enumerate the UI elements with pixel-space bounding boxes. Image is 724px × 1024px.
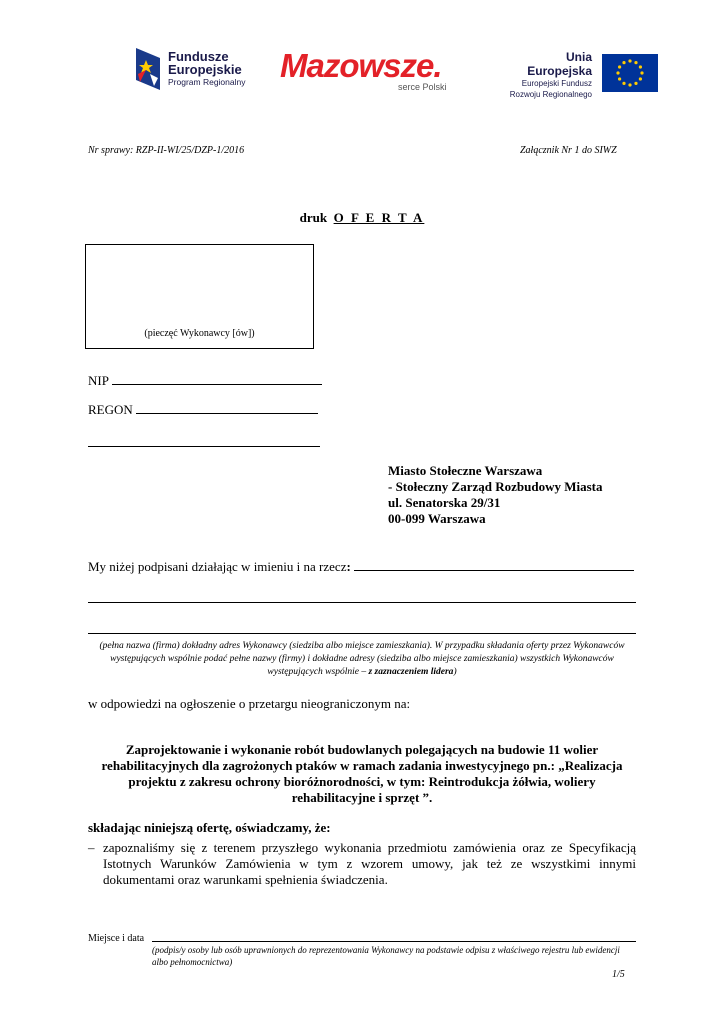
contractor-line-2[interactable] — [88, 633, 636, 634]
nip-input-line[interactable] — [112, 374, 322, 385]
fe-text-block — [168, 50, 245, 88]
on-behalf-row: My niżej podpisani działając w imieniu i na rzecz: — [88, 559, 634, 575]
case-number: Nr sprawy: RZP-II-WI/25/DZP-1/2016 — [88, 145, 245, 156]
stamp-box — [85, 244, 314, 349]
page-number: 1/5 — [612, 969, 625, 980]
title-prefix: druk — [299, 210, 328, 225]
contractor-note — [88, 640, 636, 679]
fe-line2: Europejskie — [168, 62, 242, 77]
note-emphasis: z zaznaczeniem lidera — [368, 667, 454, 677]
nip-label: NIP — [88, 373, 109, 388]
logo-fundusze-europejskie — [132, 46, 262, 94]
logo-mazowsze — [280, 46, 470, 96]
ue-text-block — [498, 50, 592, 100]
extra-input-line[interactable] — [88, 446, 320, 447]
declaration-dash: – — [88, 840, 95, 855]
note-text: (pełna nazwa (firma) dokładny adres Wykonawcy (siedziba albo miejsce zamieszkania). W przypadku składania oferty przez Wykonawców występujących wspólnie podać pełne nazwy (firmy) i dokładne adresy (siedziba albo miejsce zamieszkania) wszystkich Wykonawców występujących wspólnie – — [99, 641, 625, 677]
response-text: w odpowiedzi na ogłoszenie o przetargu nieograniczonym na: — [88, 696, 411, 711]
eu-flag-icon — [602, 54, 658, 92]
title-main: O F E R T A — [333, 210, 425, 225]
declaration-item: zapoznaliśmy się z terenem przyszłego wykonania przedmiotu zamówienia oraz ze Specyfikacją Istotnych Warunków Zamówienia w tym z wzorem umowy, jak też ze wszystkimi innymi dokumentami oraz warunkami spełnienia świadczenia. — [103, 840, 636, 887]
place-date-label: Miejsce i data — [88, 933, 145, 944]
fe-line1: Fundusze — [168, 49, 229, 64]
regon-input-line[interactable] — [136, 403, 318, 414]
fe-line3: Program Regionalny — [168, 77, 246, 87]
regon-field — [88, 402, 318, 418]
ue-line2: Europejski Fundusz — [521, 79, 592, 88]
ue-line3: Rozwoju Regionalnego — [509, 90, 592, 99]
recipient-line1: Miasto Stołeczne Warszawa — [388, 463, 543, 478]
fe-emblem-icon — [132, 46, 164, 92]
attachment-label: Załącznik Nr 1 do SIWZ — [520, 145, 617, 156]
document-title — [0, 210, 724, 226]
logo-unia-europejska — [498, 50, 658, 99]
recipient-address — [388, 463, 603, 527]
declaration-heading: składając niniejszą ofertę, oświadczamy, że: — [88, 820, 331, 835]
signature-note: (podpis/y osoby lub osób uprawnionych do reprezentowania Wykonawcy na podstawie odpisu z właściwego rejestru lub ewidencji albo pełnomocnictwa) — [152, 945, 620, 967]
on-behalf-input-line[interactable] — [354, 560, 634, 571]
mazowsze-tagline: serce Polski — [398, 82, 447, 92]
note-end: ) — [453, 667, 457, 677]
mazowsze-wordmark: Mazowsze. — [280, 47, 442, 84]
recipient-line3: ul. Senatorska 29/31 — [388, 495, 501, 510]
recipient-line2: - Stołeczny Zarząd Rozbudowy Miasta — [388, 479, 603, 494]
signature-line[interactable] — [152, 941, 636, 942]
regon-label: REGON — [88, 402, 133, 417]
on-behalf-label: My niżej podpisani działając w imieniu i na rzecz — [88, 559, 347, 574]
ue-line1: Unia Europejska — [527, 50, 592, 78]
recipient-line4: 00-099 Warszawa — [388, 511, 486, 526]
stamp-label: (pieczęć Wykonawcy [ów]) — [144, 328, 255, 339]
nip-field — [88, 373, 322, 389]
project-title: Zaprojektowanie i wykonanie robót budowlanych polegających na budowie 11 wolier rehabilitacyjnych dla zagrożonych ptaków w ramach zadania inwestycyjnego pn.: „Realizacja projektu z zakresu ochrony bioróżnorodności, w tym: Reintrodukcja żółwia, woliery rehabilitacyjne i sprzęt ”. — [101, 742, 623, 805]
contractor-line-1[interactable] — [88, 602, 636, 603]
